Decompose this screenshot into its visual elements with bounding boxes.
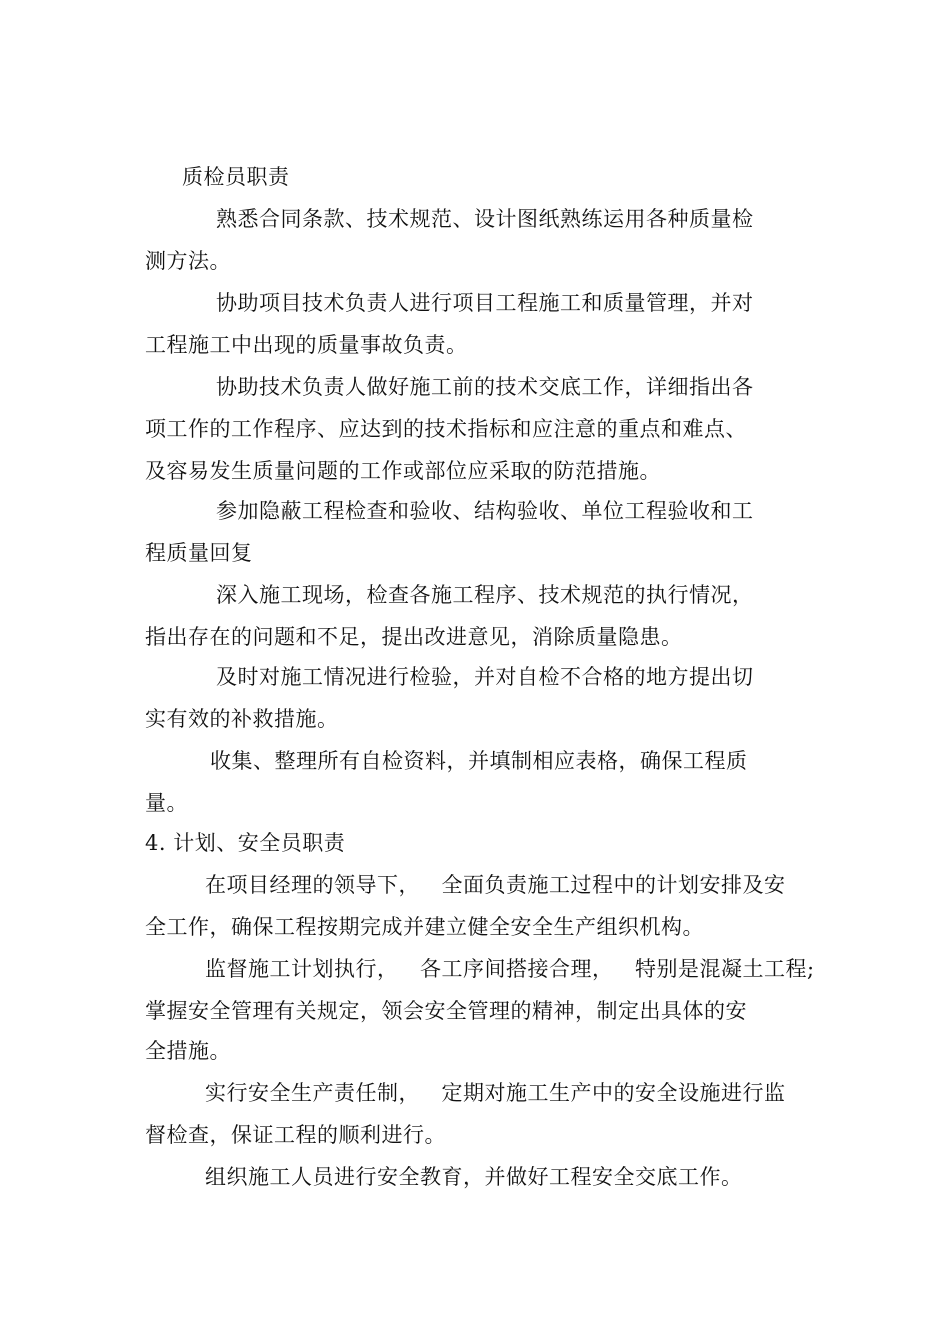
- paragraph-line: 监督施工计划执行， 各工序间搭接合理， 特别是混凝土工程;: [205, 957, 815, 981]
- section-title-quality-inspector: 质检员职责: [182, 165, 290, 189]
- section-title-plan-safety: 4. 计划、安全员职责: [145, 831, 346, 855]
- paragraph-line: 督检查，保证工程的顺利进行。: [145, 1123, 446, 1147]
- paragraph-line: 参加隐蔽工程检查和验收、结构验收、单位工程验收和工: [216, 499, 754, 523]
- paragraph-line: 程质量回复: [145, 541, 253, 565]
- paragraph-line: 工程施工中出现的质量事故负责。: [145, 333, 468, 357]
- paragraph-line: 及容易发生质量问题的工作或部位应采取的防范措施。: [145, 459, 661, 483]
- paragraph-line: 在项目经理的领导下， 全面负责施工过程中的计划安排及安: [205, 873, 786, 897]
- paragraph-line: 组织施工人员进行安全教育，并做好工程安全交底工作。: [205, 1165, 743, 1189]
- paragraph-line: 协助技术负责人做好施工前的技术交底工作，详细指出各: [216, 375, 754, 399]
- paragraph-line: 项工作的工作程序、应达到的技术指标和应注意的重点和难点、: [145, 417, 747, 441]
- paragraph-line: 实有效的补救措施。: [145, 707, 339, 731]
- paragraph-line: 掌握安全管理有关规定，领会安全管理的精神，制定出具体的安: [145, 999, 747, 1023]
- paragraph-line: 收集、整理所有自检资料，并填制相应表格，确保工程质: [210, 749, 748, 773]
- paragraph-line: 实行安全生产责任制， 定期对施工生产中的安全设施进行监: [205, 1081, 786, 1105]
- paragraph-line: 及时对施工情况进行检验，并对自检不合格的地方提出切: [216, 665, 754, 689]
- paragraph-line: 熟悉合同条款、技术规范、设计图纸熟练运用各种质量检: [216, 207, 754, 231]
- paragraph-line: 全措施。: [145, 1039, 231, 1063]
- paragraph-line: 协助项目技术负责人进行项目工程施工和质量管理，并对: [216, 291, 754, 315]
- paragraph-line: 指出存在的问题和不足，提出改进意见，消除质量隐患。: [145, 625, 683, 649]
- paragraph-line: 全工作，确保工程按期完成并建立健全安全生产组织机构。: [145, 915, 704, 939]
- paragraph-line: 深入施工现场，检查各施工程序、技术规范的执行情况，: [216, 583, 754, 607]
- paragraph-line: 测方法。: [145, 249, 231, 273]
- paragraph-line: 量。: [145, 791, 188, 815]
